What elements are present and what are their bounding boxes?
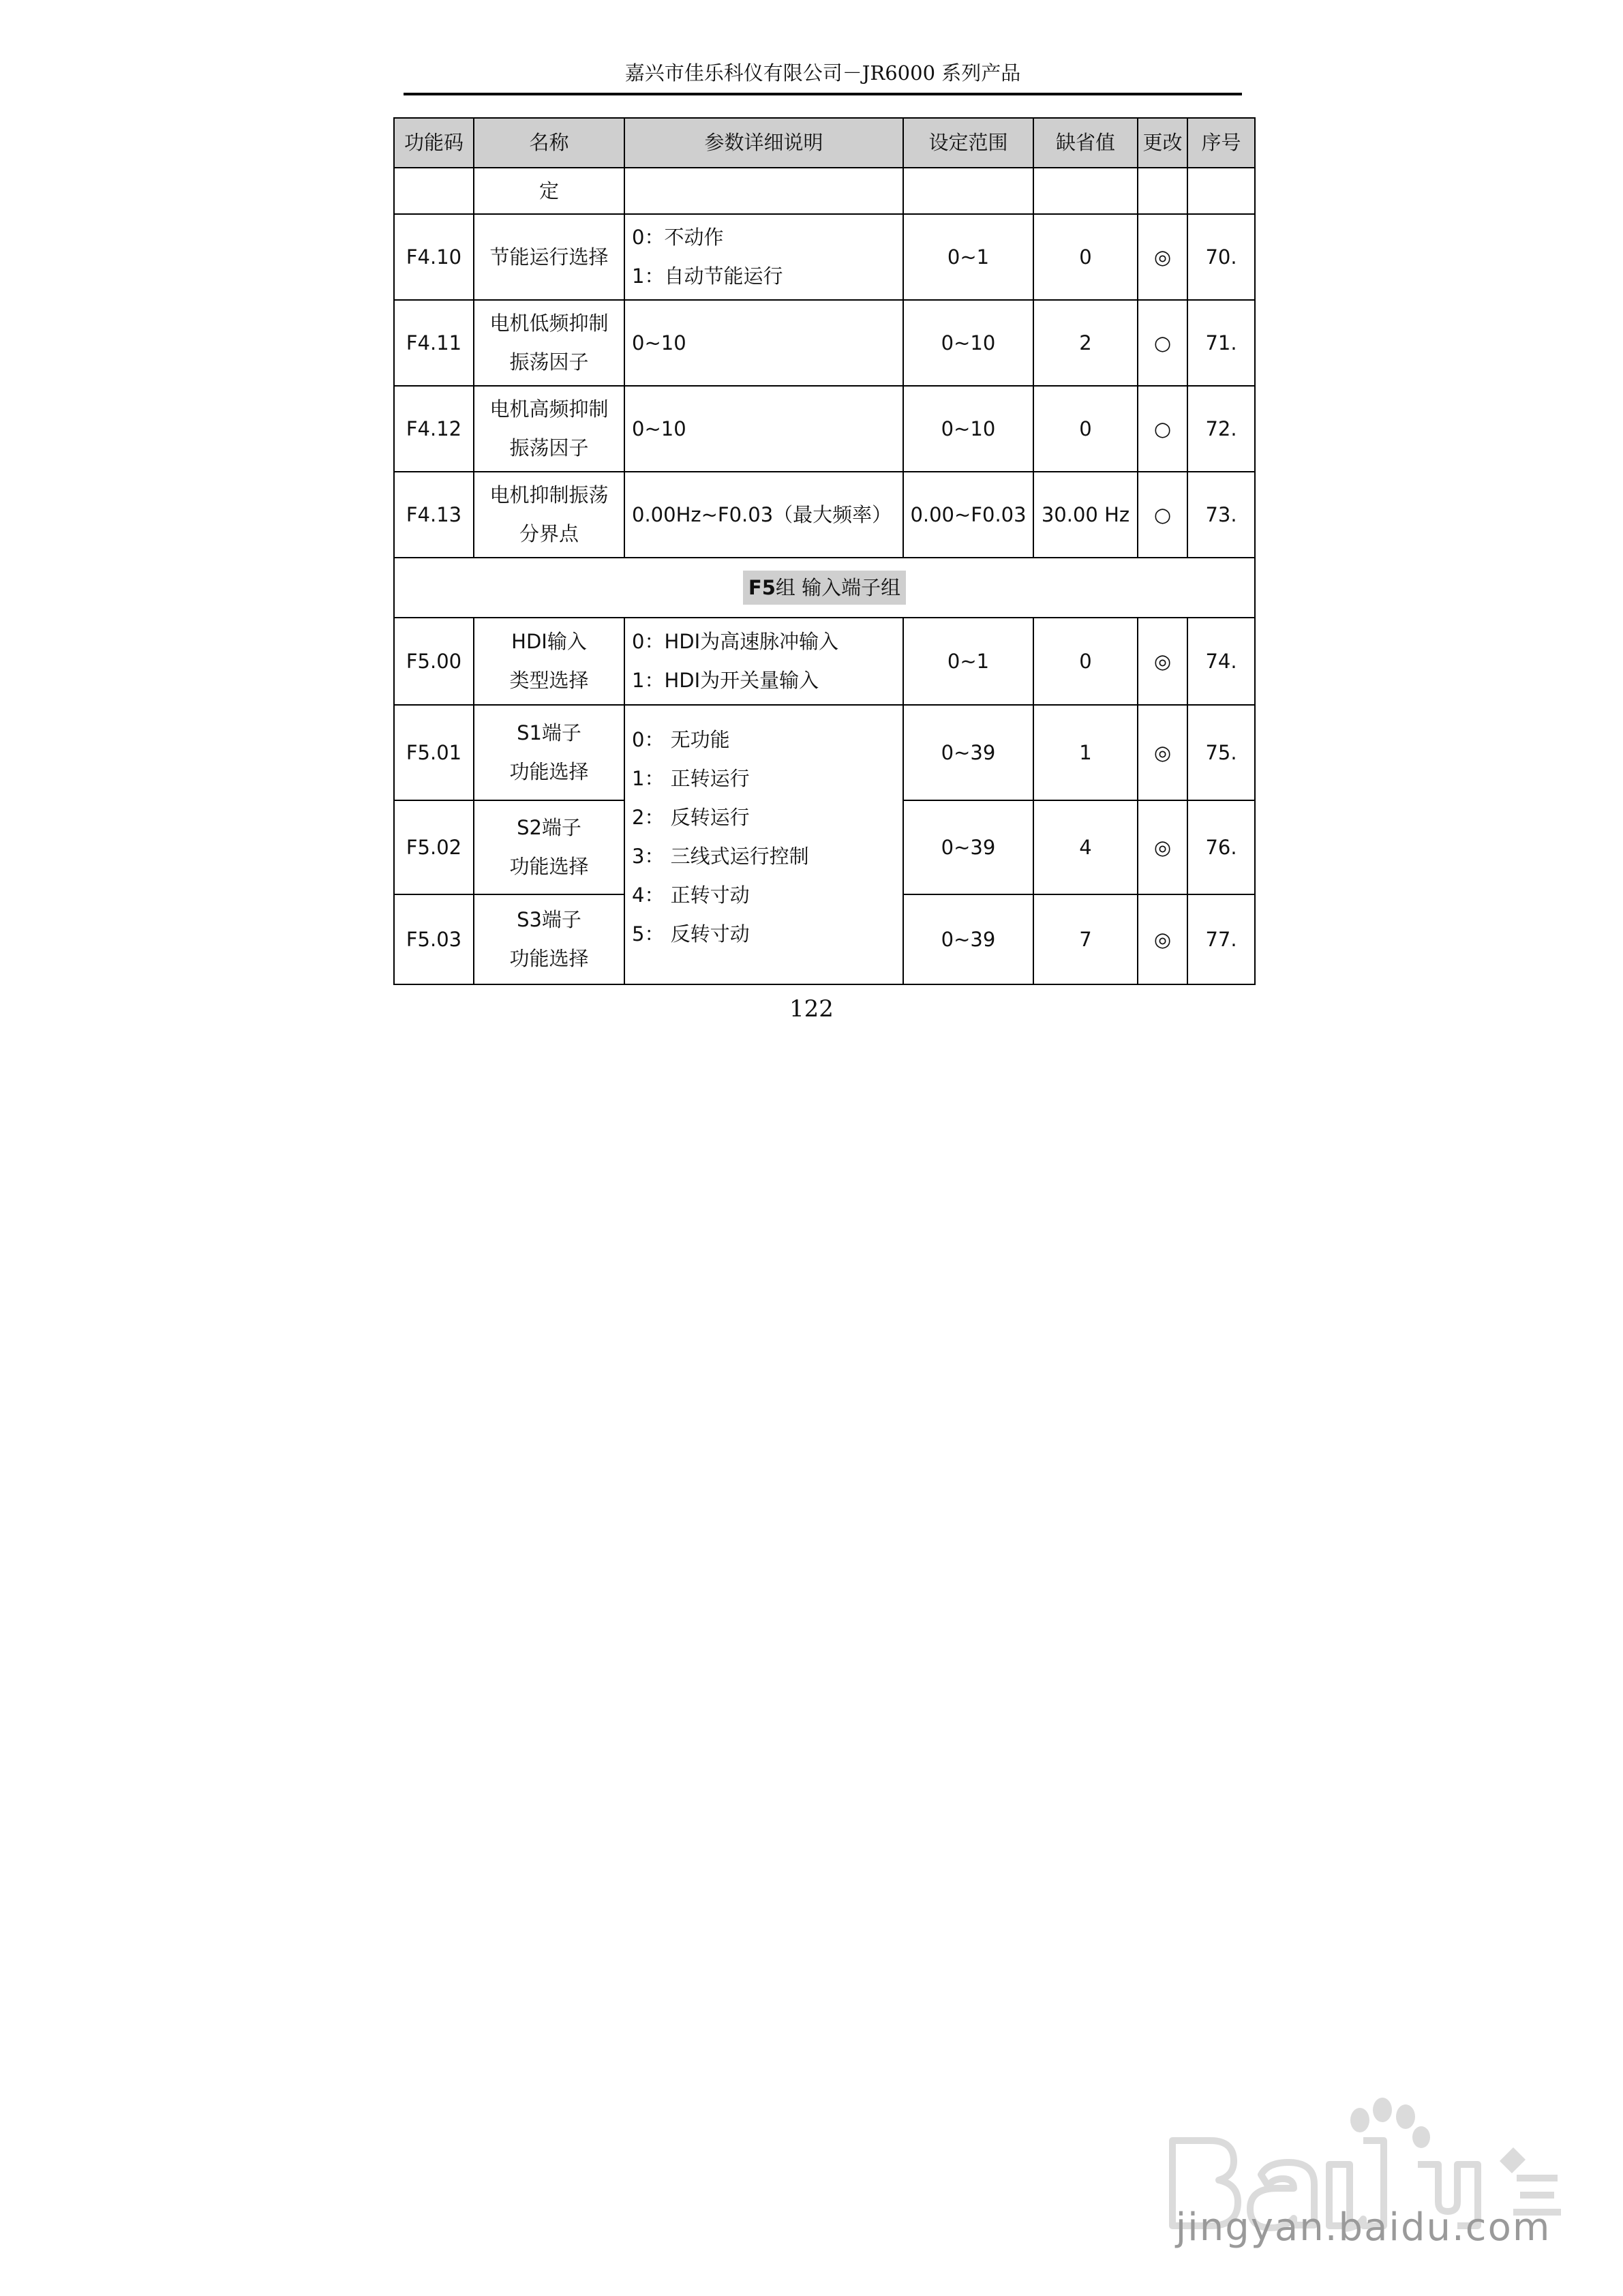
- name-line: 电机抑制振荡: [489, 483, 609, 507]
- cell-seq: 75.: [1187, 705, 1255, 800]
- watermark-url: jingyan.baidu.com: [1175, 2205, 1551, 2250]
- table-row: [394, 300, 1255, 386]
- desc-line: 0： 无功能: [632, 728, 730, 751]
- cell-name: [474, 705, 624, 800]
- cell-change: [1138, 168, 1187, 214]
- cell-change: ◎: [1138, 618, 1187, 705]
- cell-code: F5.03: [394, 894, 474, 984]
- page-number: 122: [789, 995, 834, 1023]
- cell-code: F4.10: [394, 214, 474, 300]
- parameter-table: [393, 117, 1256, 985]
- cell-name: 定: [474, 168, 624, 214]
- cell-range: 0~1: [903, 214, 1033, 300]
- cell-seq: 77.: [1187, 894, 1255, 984]
- section-header-cell: [394, 558, 1255, 618]
- cell-code: F4.11: [394, 300, 474, 386]
- col-header-desc: 参数详细说明: [624, 118, 903, 168]
- cell-name: [474, 894, 624, 984]
- name-line: 电机低频抑制: [489, 312, 609, 335]
- section-title: 组 输入端子组: [775, 575, 901, 599]
- cell-default: 0: [1033, 618, 1138, 705]
- desc-line: 0~10: [632, 417, 686, 440]
- cell-seq: 72.: [1187, 386, 1255, 472]
- cell-range: 0~39: [903, 894, 1033, 984]
- name-line: 功能选择: [509, 760, 589, 783]
- col-header-default: 缺省值: [1033, 118, 1138, 168]
- name-line: HDI输入: [511, 630, 587, 653]
- cell-name: [474, 800, 624, 894]
- cell-range: 0~10: [903, 300, 1033, 386]
- cell-code: F5.02: [394, 800, 474, 894]
- cell-default: 4: [1033, 800, 1138, 894]
- cell-name: [474, 300, 624, 386]
- cell-range: 0.00~F0.03: [903, 472, 1033, 558]
- desc-line: 0：不动作: [632, 226, 724, 249]
- col-header-range: 设定范围: [903, 118, 1033, 168]
- name-line: 节能运行选择: [489, 245, 609, 269]
- name-line: 电机高频抑制: [489, 397, 609, 421]
- cell-default: 1: [1033, 705, 1138, 800]
- desc-line: 0.00Hz~F0.03（最大频率）: [632, 502, 892, 526]
- table-header-row: [394, 118, 1255, 168]
- cell-name: [474, 386, 624, 472]
- name-line: S2端子: [517, 816, 581, 839]
- cell-change: ○: [1138, 386, 1187, 472]
- cell-range: [903, 168, 1033, 214]
- table-row: [394, 618, 1255, 705]
- cell-seq: 74.: [1187, 618, 1255, 705]
- desc-line: 1： 正转运行: [632, 767, 750, 790]
- cell-name: [474, 214, 624, 300]
- cell-name: [474, 472, 624, 558]
- cell-range: 0~10: [903, 386, 1033, 472]
- cell-default: 0: [1033, 386, 1138, 472]
- desc-line: 2： 反转运行: [632, 806, 750, 829]
- col-header-code: 功能码: [394, 118, 474, 168]
- cell-desc: [624, 618, 903, 705]
- cell-change: ◎: [1138, 894, 1187, 984]
- cell-desc: [624, 386, 903, 472]
- cell-seq: 73.: [1187, 472, 1255, 558]
- cell-desc: [624, 214, 903, 300]
- cell-range: 0~1: [903, 618, 1033, 705]
- table-row: [394, 386, 1255, 472]
- col-header-name: 名称: [474, 118, 624, 168]
- name-line: 功能选择: [509, 855, 589, 878]
- name-line: S3端子: [517, 908, 581, 931]
- cell-seq: [1187, 168, 1255, 214]
- name-line: 功能选择: [509, 947, 589, 970]
- col-header-change: 更改: [1138, 118, 1187, 168]
- cell-code: F4.13: [394, 472, 474, 558]
- cell-code: [394, 168, 474, 214]
- name-line: 振荡因子: [509, 350, 589, 374]
- desc-line: 0~10: [632, 331, 686, 354]
- name-line: 分界点: [519, 522, 579, 545]
- section-prefix: F5: [748, 575, 776, 599]
- desc-line: 4： 正转寸动: [632, 883, 750, 907]
- cell-change: ○: [1138, 300, 1187, 386]
- name-line: 振荡因子: [509, 436, 589, 459]
- cell-desc: [624, 300, 903, 386]
- name-line: S1端子: [517, 721, 581, 744]
- cell-default: 30.00 Hz: [1033, 472, 1138, 558]
- desc-line: 1：自动节能运行: [632, 265, 783, 288]
- cell-seq: 71.: [1187, 300, 1255, 386]
- cell-code: F5.01: [394, 705, 474, 800]
- cell-seq: 70.: [1187, 214, 1255, 300]
- cell-change: ◎: [1138, 705, 1187, 800]
- cell-default: [1033, 168, 1138, 214]
- cell-code: F4.12: [394, 386, 474, 472]
- page-header: 嘉兴市佳乐科仪有限公司－JR6000 系列产品: [404, 57, 1242, 95]
- table-row: [394, 214, 1255, 300]
- cell-change: ◎: [1138, 800, 1187, 894]
- cell-name: [474, 618, 624, 705]
- col-header-seq: 序号: [1187, 118, 1255, 168]
- cell-change: ○: [1138, 472, 1187, 558]
- cell-desc: [624, 168, 903, 214]
- cell-desc-shared: [624, 705, 903, 984]
- desc-line: 1：HDI为开关量输入: [632, 669, 819, 692]
- cell-default: 7: [1033, 894, 1138, 984]
- section-label: [743, 571, 906, 605]
- name-line: 类型选择: [509, 669, 589, 692]
- table-row: [394, 472, 1255, 558]
- cell-default: 2: [1033, 300, 1138, 386]
- table-row: [394, 705, 1255, 800]
- cell-change: ◎: [1138, 214, 1187, 300]
- cell-default: 0: [1033, 214, 1138, 300]
- desc-line: 5： 反转寸动: [632, 922, 750, 946]
- cell-range: 0~39: [903, 800, 1033, 894]
- section-header-row: [394, 558, 1255, 618]
- cell-code: F5.00: [394, 618, 474, 705]
- table-row-continued: [394, 168, 1255, 214]
- cell-seq: 76.: [1187, 800, 1255, 894]
- desc-line: 3： 三线式运行控制: [632, 845, 809, 868]
- cell-range: 0~39: [903, 705, 1033, 800]
- desc-line: 0：HDI为高速脉冲输入: [632, 630, 839, 653]
- cell-desc: [624, 472, 903, 558]
